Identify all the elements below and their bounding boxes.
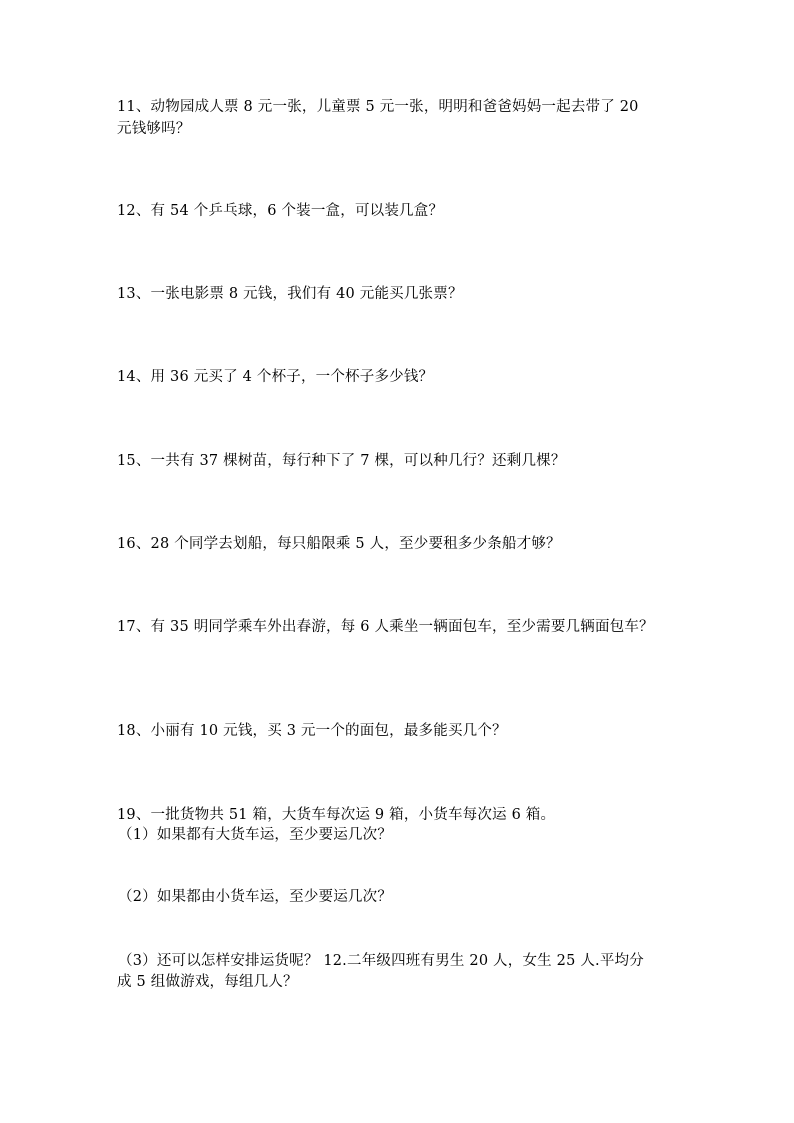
question-17: 17、有 35 明同学乘车外出春游，每 6 人乘坐一辆面包车，至少需要几辆面包车？: [117, 619, 654, 635]
question-19-part-3-line-2: 成 5 组做游戏，每组几人？: [117, 974, 298, 990]
question-19-part-2: （2）如果都由小货车运，至少要运几次？: [118, 889, 393, 905]
question-19-part-3-line-1: （3）还可以怎样安排运货呢？ 12.二年级四班有男生 20 人，女生 25 人.平均分: [118, 953, 644, 969]
question-18: 18、小丽有 10 元钱，买 3 元一个的面包，最多能买几个？: [117, 723, 507, 739]
question-14: 14、用 36 元买了 4 个杯子，一个杯子多少钱？: [117, 369, 434, 385]
question-19-stem: 19、一批货物共 51 箱，大货车每次运 9 箱，小货车每次运 6 箱。: [117, 807, 556, 823]
question-16: 16、28 个同学去划船，每只船限乘 5 人，至少要租多少条船才够？: [117, 536, 561, 552]
question-11-line-1: 11、动物园成人票 8 元一张，儿童票 5 元一张，明明和爸爸妈妈一起去带了 20: [117, 99, 639, 115]
question-19-part-1: （1）如果都有大货车运，至少要运几次？: [118, 827, 393, 843]
question-15: 15、一共有 37 棵树苗，每行种下了 7 棵，可以种几行？还剩几棵？: [117, 453, 566, 469]
question-13: 13、一张电影票 8 元钱，我们有 40 元能买几张票？: [117, 286, 463, 302]
question-11-line-2: 元钱够吗？: [117, 121, 191, 137]
question-12: 12、有 54 个乒乓球，6 个装一盒，可以装几盒？: [117, 203, 444, 219]
